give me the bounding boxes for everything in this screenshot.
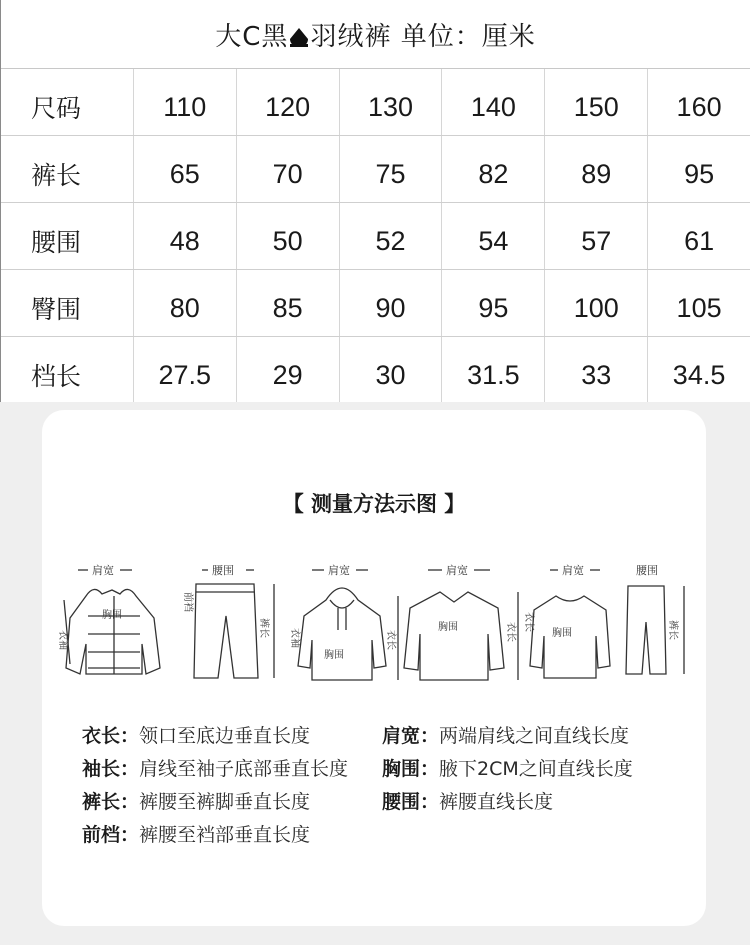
definition-key: 袖长 bbox=[82, 758, 121, 780]
sleeve-label-1: 衣袖 bbox=[57, 630, 68, 650]
cell: 34.5 bbox=[672, 359, 726, 390]
table-row-waist bbox=[1, 203, 750, 270]
size-table bbox=[0, 0, 750, 402]
table-title-suffix: 羽绒裤 单位：厘米 bbox=[310, 22, 536, 52]
definition-row bbox=[82, 751, 682, 784]
definition-key: 肩宽 bbox=[382, 725, 421, 747]
cell: 130 bbox=[340, 69, 443, 135]
chest-label-3: 胸围 bbox=[438, 622, 458, 633]
cell: 105 bbox=[676, 292, 722, 323]
cell: 31.5 bbox=[442, 337, 545, 403]
definition-key: 胸围 bbox=[382, 758, 421, 780]
definition-key: 腰围 bbox=[382, 791, 421, 813]
garment-length-label-1: 衣长 bbox=[385, 630, 396, 650]
pants-icon bbox=[182, 564, 274, 678]
definition-key: 衣长 bbox=[82, 725, 121, 747]
pants-length-label-2: 裤长 bbox=[667, 620, 678, 640]
definition-text: 领口至底边垂直长度 bbox=[139, 725, 311, 747]
cell: 100 bbox=[545, 270, 648, 336]
chest-label-4: 胸围 bbox=[552, 628, 572, 639]
definition-text: 两端肩线之间直线长度 bbox=[439, 725, 630, 747]
waist-label-2: 腰围 bbox=[636, 564, 658, 577]
cell: 110 bbox=[134, 69, 237, 135]
cell: 120 bbox=[237, 69, 340, 135]
table-row-rise bbox=[1, 337, 750, 403]
cell: 33 bbox=[545, 337, 648, 403]
row-label: 档长 bbox=[1, 337, 134, 403]
cell: 150 bbox=[545, 69, 648, 135]
cell: 65 bbox=[134, 136, 237, 202]
cell: 48 bbox=[134, 203, 237, 269]
waist-label-1: 腰围 bbox=[212, 564, 234, 577]
cell: 54 bbox=[442, 203, 545, 269]
definition-text: 裤腰至裆部垂直长度 bbox=[139, 824, 311, 846]
definition-item: 胸围 ： 腋下2CM之间直线长度 bbox=[382, 754, 682, 781]
chest-label-1: 胸围 bbox=[102, 610, 122, 621]
definition-text: 裤腰直线长度 bbox=[439, 791, 554, 813]
cell: 30 bbox=[340, 337, 443, 403]
front-rise-label-1: 前裆 bbox=[182, 592, 193, 612]
definition-key: 裤长 bbox=[82, 791, 121, 813]
cell: 140 bbox=[442, 69, 545, 135]
cell: 29 bbox=[237, 337, 340, 403]
cell: 95 bbox=[684, 158, 715, 189]
definition-text: 肩线至袖子底部垂直长度 bbox=[139, 758, 349, 780]
cell: 85 bbox=[237, 270, 340, 336]
cell: 90 bbox=[340, 270, 443, 336]
hoodie-icon bbox=[289, 563, 398, 680]
illustrations-svg bbox=[42, 556, 706, 706]
definition-key: 前档 bbox=[82, 824, 121, 846]
table-row-size bbox=[1, 69, 750, 136]
definition-item: 前档 ： 裤腰至裆部垂直长度 bbox=[82, 820, 402, 847]
cell: 89 bbox=[545, 136, 648, 202]
definition-row bbox=[82, 784, 682, 817]
cell: 27.5 bbox=[134, 337, 237, 403]
cell: 70 bbox=[237, 136, 340, 202]
shoulder-label-2: 肩宽 bbox=[328, 564, 350, 577]
table-row-pants-length bbox=[1, 136, 750, 203]
guide-title: 【 测量方法示图 】 bbox=[282, 492, 466, 516]
cell: 57 bbox=[545, 203, 648, 269]
tracksuit-set-icon bbox=[523, 563, 684, 678]
row-label: 裤长 bbox=[1, 136, 134, 202]
definition-item: 肩宽 ： 两端肩线之间直线长度 bbox=[382, 721, 682, 748]
row-label: 尺码 bbox=[1, 69, 134, 135]
shoulder-label-1: 肩宽 bbox=[92, 564, 114, 577]
definition-item: 袖长 ： 肩线至袖子底部垂直长度 bbox=[82, 754, 382, 781]
shoulder-label-4: 肩宽 bbox=[562, 564, 584, 577]
cell: 160 bbox=[676, 91, 722, 122]
table-title bbox=[1, 0, 750, 69]
measurement-definitions bbox=[82, 718, 682, 850]
table-row-hip bbox=[1, 270, 750, 337]
cell: 52 bbox=[340, 203, 443, 269]
definition-row bbox=[82, 817, 682, 850]
definition-text: 裤腰至裤脚垂直长度 bbox=[139, 791, 311, 813]
cell: 82 bbox=[442, 136, 545, 202]
cell: 75 bbox=[340, 136, 443, 202]
sleeve-label-2: 衣袖 bbox=[289, 628, 300, 648]
garment-illustrations bbox=[42, 556, 706, 706]
sweater-icon bbox=[404, 563, 518, 680]
definition-text: 腋下2CM之间直线长度 bbox=[439, 758, 633, 780]
brand-logo-icon bbox=[288, 26, 310, 48]
garment-length-label-2: 衣长 bbox=[505, 622, 516, 642]
puffer-jacket-icon bbox=[57, 563, 160, 674]
table-title-brand: 大C黑 bbox=[215, 22, 289, 52]
cell: 61 bbox=[684, 225, 715, 256]
definition-item: 裤长 ： 裤腰至裤脚垂直长度 bbox=[82, 787, 382, 814]
garment-length-label-3: 衣长 bbox=[523, 612, 534, 632]
cell: 80 bbox=[134, 270, 237, 336]
row-label: 臀围 bbox=[1, 270, 134, 336]
shoulder-label-3: 肩宽 bbox=[446, 564, 468, 577]
definition-row bbox=[82, 718, 682, 751]
cell: 50 bbox=[237, 203, 340, 269]
row-label: 腰围 bbox=[1, 203, 134, 269]
definition-item: 衣长 ： 领口至底边垂直长度 bbox=[82, 721, 382, 748]
measurement-guide-card bbox=[42, 410, 706, 926]
cell: 95 bbox=[442, 270, 545, 336]
definition-item: 腰围 ： 裤腰直线长度 bbox=[382, 787, 682, 814]
chest-label-2: 胸围 bbox=[324, 650, 344, 661]
pants-length-label-1: 裤长 bbox=[258, 618, 269, 638]
